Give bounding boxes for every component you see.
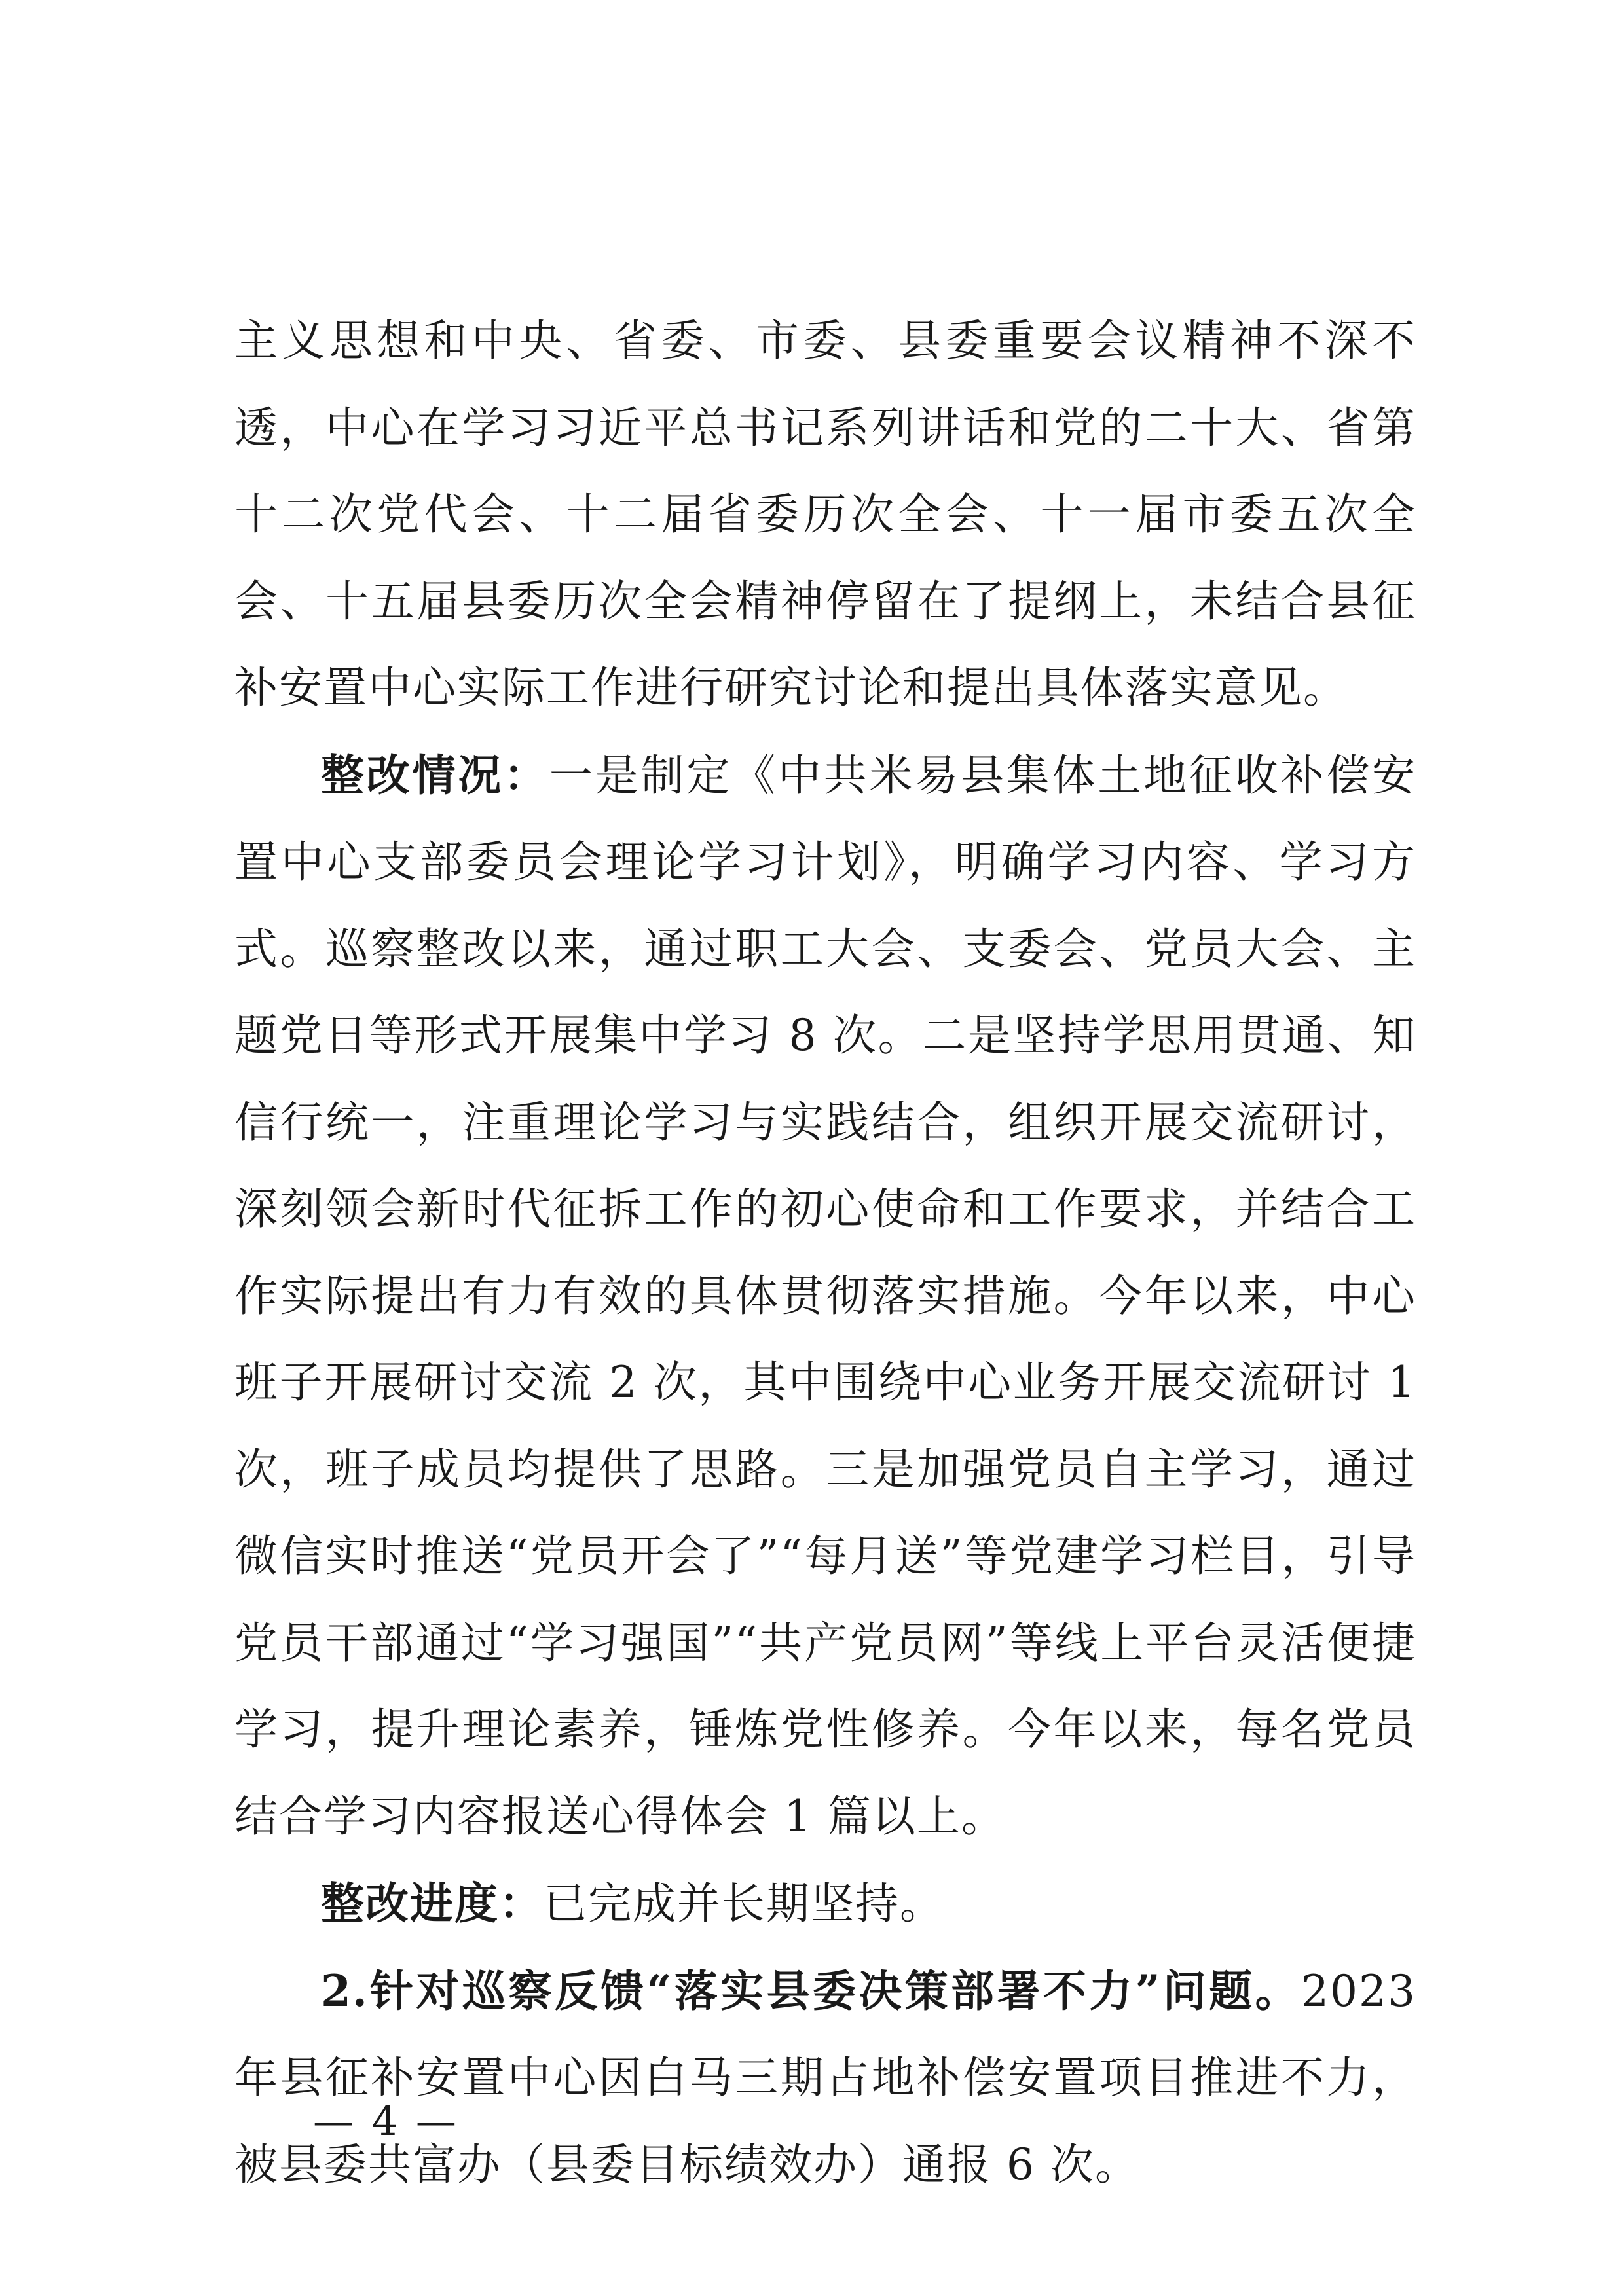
rectification-status-label: 整改情况： (321, 749, 549, 801)
paragraph-rectification-status (234, 732, 1416, 1861)
page-number: — 4 — (313, 2097, 459, 2145)
rectification-progress-label: 整改进度： (321, 1878, 544, 1929)
paragraph-text: 已完成并长期坚持。 (544, 1878, 944, 1929)
paragraph-text: 一是制定《中共米易县集体土地征收补偿安置中心支部委员会理论学习计划》，明确学习内容、学习方式。巡察整改以来，通过职工大会、支委会、党员大会、主题党日等形式开展集中学习 8 次。二是坚持学思用贯通、知信行统一，注重理论学习与实践结合，组织开展交流研讨，深刻领会新时代征拆工作的初心使命和工作要求，并结合工作实际提出有力有效的具体贯彻落实措施。今年以来，中心班子开展研讨交流 2 次，其中围绕中心业务开展交流研讨 1 次，班子成员均提供了思路。三是加强党员自主学习，通过微信实时推送“党员开会了”“每月送”等党建学习栏目，引导党员干部通过“学习强国”“共产党员网”等线上平台灵活便捷学习，提升理论素养，锤炼党性修养。今年以来，每名党员结合学习内容报送心得体会 1 篇以上。 (234, 750, 1417, 1842)
document-body (234, 298, 1416, 2208)
issue-2-heading: 2.针对巡察反馈“落实县委决策部署不力”问题。 (321, 1965, 1302, 2016)
paragraph-continuation (234, 298, 1416, 732)
paragraph-rectification-progress (234, 1860, 1416, 1948)
paragraph-issue-2 (234, 1948, 1416, 2209)
paragraph-text: 2023 年县征补安置中心因白马三期占地补偿安置项目推进不力，被县委共富办（县委目标绩效办）通报 6 次。 (234, 1965, 1416, 2190)
paragraph-text: 主义思想和中央、省委、市委、县委重要会议精神不深不透，中心在学习习近平总书记系列讲话和党的二十大、省第十二次党代会、十二届省委历次全会、十一届市委五次全会、十五届县委历次全会精神停留在了提纲上，未结合县征补安置中心实际工作进行研究讨论和提出具体落实意见。 (234, 316, 1416, 713)
